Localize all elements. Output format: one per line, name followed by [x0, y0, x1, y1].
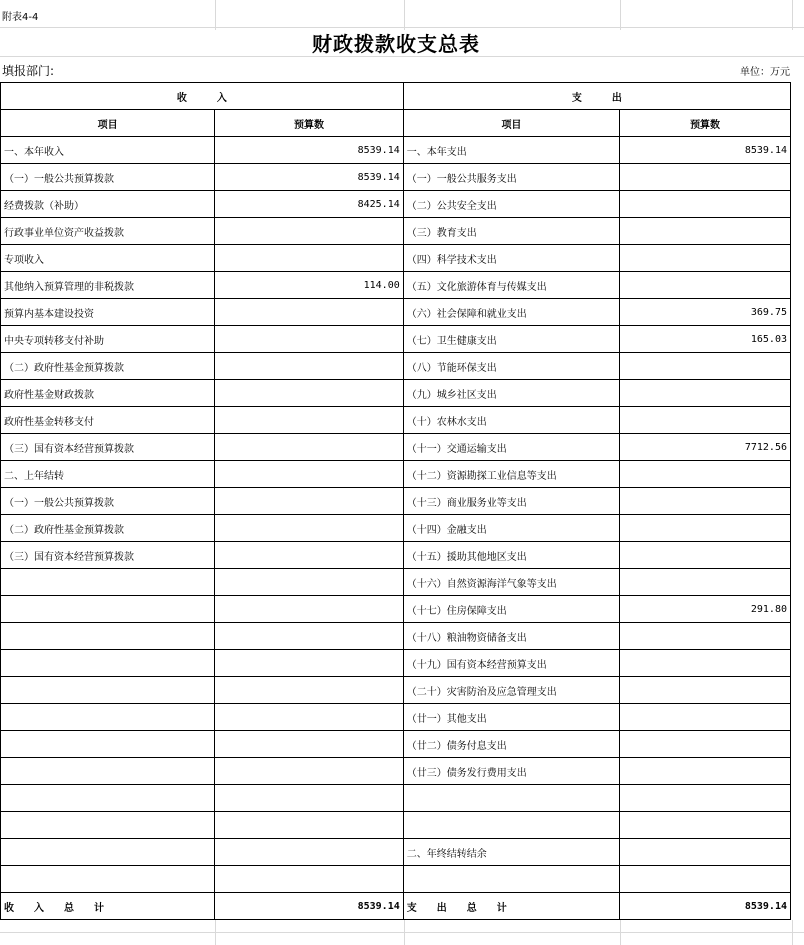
attachment-label: 附表4-4 [2, 12, 39, 23]
income-value-cell [215, 569, 403, 596]
table-row [1, 488, 791, 515]
income-value-cell [215, 380, 403, 407]
grid-line [0, 932, 804, 933]
income-item-cell [1, 731, 215, 758]
income-item-cell: 经费拨款（补助） [1, 191, 215, 218]
expense-value-cell [620, 515, 791, 542]
expense-item-cell: （四）科学技术支出 [403, 245, 619, 272]
expense-total-label: 支 出 总 计 [403, 893, 619, 920]
income-item-cell: 政府性基金转移支付 [1, 407, 215, 434]
expense-item-cell: （二十）灾害防治及应急管理支出 [403, 677, 619, 704]
expense-total-value: 8539.14 [620, 893, 791, 920]
item-column-header: 项目 [1, 110, 215, 137]
income-total-value: 8539.14 [215, 893, 403, 920]
income-header: 收 入 [1, 83, 404, 110]
expense-item-cell: （廿一）其他支出 [403, 704, 619, 731]
income-value-cell [215, 623, 403, 650]
income-value-cell: 8539.14 [215, 137, 403, 164]
column-header-row [1, 110, 791, 137]
expense-item-cell: （十六）自然资源海洋气象等支出 [403, 569, 619, 596]
expense-item-cell: （十七）住房保障支出 [403, 596, 619, 623]
table-row [1, 407, 791, 434]
income-value-cell [215, 731, 403, 758]
income-item-cell: （一）一般公共预算拨款 [1, 164, 215, 191]
expense-value-cell: 8539.14 [620, 137, 791, 164]
income-item-cell [1, 569, 215, 596]
expense-value-cell [620, 353, 791, 380]
table-row [1, 812, 791, 839]
income-value-cell [215, 353, 403, 380]
table-row [1, 191, 791, 218]
income-item-cell: （三）国有资本经营预算拨款 [1, 542, 215, 569]
expense-item-cell: （十二）资源勘探工业信息等支出 [403, 461, 619, 488]
expense-item-cell: （十）农林水支出 [403, 407, 619, 434]
table-row [1, 299, 791, 326]
income-item-cell: 预算内基本建设投资 [1, 299, 215, 326]
income-item-cell [1, 812, 215, 839]
income-item-cell: （二）政府性基金预算拨款 [1, 515, 215, 542]
income-item-cell [1, 650, 215, 677]
expense-item-cell: （九）城乡社区支出 [403, 380, 619, 407]
budget-column-header-right: 预算数 [620, 110, 791, 137]
page-title: 财政拨款收支总表 [312, 32, 480, 56]
expense-value-cell [620, 677, 791, 704]
table-row [1, 650, 791, 677]
income-value-cell [215, 812, 403, 839]
income-value-cell [215, 434, 403, 461]
table-row [1, 623, 791, 650]
item-column-header-right: 项目 [403, 110, 619, 137]
expense-value-cell [620, 623, 791, 650]
grid-line [215, 0, 216, 30]
expense-value-cell [620, 704, 791, 731]
table-row [1, 569, 791, 596]
expense-item-cell: （十四）金融支出 [403, 515, 619, 542]
income-item-cell [1, 704, 215, 731]
expense-value-cell [620, 839, 791, 866]
unit-label: 单位：万元 [740, 67, 790, 78]
income-item-cell: 行政事业单位资产收益拨款 [1, 218, 215, 245]
expense-value-cell [620, 272, 791, 299]
table-row [1, 137, 791, 164]
expense-item-cell: （十五）援助其他地区支出 [403, 542, 619, 569]
table-row [1, 164, 791, 191]
expense-item-cell: （五）文化旅游体育与传媒支出 [403, 272, 619, 299]
income-value-cell [215, 785, 403, 812]
expense-value-cell: 369.75 [620, 299, 791, 326]
expense-item-cell: 二、年终结转结余 [403, 839, 619, 866]
expense-value-cell [620, 731, 791, 758]
income-value-cell [215, 488, 403, 515]
table-row [1, 731, 791, 758]
grid-line [620, 0, 621, 30]
expense-item-cell: （廿二）债务付息支出 [403, 731, 619, 758]
expense-value-cell [620, 461, 791, 488]
income-value-cell [215, 515, 403, 542]
table-row [1, 839, 791, 866]
table-row [1, 785, 791, 812]
income-value-cell [215, 461, 403, 488]
expense-value-cell [620, 866, 791, 893]
expense-item-cell: （六）社会保障和就业支出 [403, 299, 619, 326]
expense-item-cell [403, 866, 619, 893]
income-item-cell [1, 677, 215, 704]
fill-dept-label: 填报部门: [2, 64, 55, 78]
table-row [1, 461, 791, 488]
income-value-cell [215, 839, 403, 866]
table-row [1, 704, 791, 731]
table-row [1, 245, 791, 272]
budget-table [0, 82, 791, 920]
income-value-cell [215, 596, 403, 623]
expense-value-cell [620, 380, 791, 407]
budget-column-header: 预算数 [215, 110, 403, 137]
table-row [1, 218, 791, 245]
income-value-cell [215, 758, 403, 785]
income-value-cell: 114.00 [215, 272, 403, 299]
expense-item-cell: （二）公共安全支出 [403, 191, 619, 218]
income-value-cell [215, 542, 403, 569]
table-row [1, 434, 791, 461]
expense-header: 支 出 [403, 83, 790, 110]
table-row [1, 272, 791, 299]
table-row [1, 380, 791, 407]
income-item-cell [1, 623, 215, 650]
income-item-cell: 二、上年结转 [1, 461, 215, 488]
expense-item-cell: （廿三）债务发行费用支出 [403, 758, 619, 785]
table-row [1, 515, 791, 542]
income-item-cell: （三）国有资本经营预算拨款 [1, 434, 215, 461]
income-value-cell [215, 407, 403, 434]
grid-line [792, 0, 793, 30]
expense-item-cell [403, 785, 619, 812]
expense-value-cell [620, 218, 791, 245]
income-value-cell [215, 650, 403, 677]
expense-value-cell [620, 191, 791, 218]
expense-value-cell: 291.80 [620, 596, 791, 623]
income-value-cell [215, 866, 403, 893]
income-total-label: 收 入 总 计 [1, 893, 215, 920]
expense-item-cell: （十一）交通运输支出 [403, 434, 619, 461]
expense-value-cell [620, 758, 791, 785]
income-value-cell [215, 218, 403, 245]
total-row [1, 893, 791, 920]
expense-value-cell [620, 650, 791, 677]
expense-value-cell: 165.03 [620, 326, 791, 353]
table-row [1, 353, 791, 380]
income-value-cell: 8425.14 [215, 191, 403, 218]
expense-value-cell [620, 407, 791, 434]
expense-item-cell: （七）卫生健康支出 [403, 326, 619, 353]
grid-line [404, 920, 405, 945]
expense-item-cell: （十八）粮油物资储备支出 [403, 623, 619, 650]
income-item-cell: 一、本年收入 [1, 137, 215, 164]
expense-item-cell: （十九）国有资本经营预算支出 [403, 650, 619, 677]
grid-line [404, 0, 405, 30]
expense-value-cell: 7712.56 [620, 434, 791, 461]
expense-value-cell [620, 785, 791, 812]
income-value-cell [215, 299, 403, 326]
table-row [1, 326, 791, 353]
income-item-cell: 中央专项转移支付补助 [1, 326, 215, 353]
income-item-cell [1, 839, 215, 866]
expense-value-cell [620, 569, 791, 596]
expense-item-cell [403, 812, 619, 839]
expense-item-cell: （八）节能环保支出 [403, 353, 619, 380]
income-value-cell [215, 704, 403, 731]
income-item-cell [1, 785, 215, 812]
grid-line [215, 920, 216, 945]
income-value-cell [215, 326, 403, 353]
table-row [1, 596, 791, 623]
income-item-cell: 政府性基金财政拨款 [1, 380, 215, 407]
grid-line [620, 920, 621, 945]
expense-item-cell: （三）教育支出 [403, 218, 619, 245]
income-item-cell [1, 596, 215, 623]
income-item-cell: 其他纳入预算管理的非税拨款 [1, 272, 215, 299]
expense-value-cell [620, 488, 791, 515]
table-row [1, 677, 791, 704]
expense-item-cell: 一、本年支出 [403, 137, 619, 164]
income-value-cell [215, 677, 403, 704]
expense-item-cell: （一）一般公共服务支出 [403, 164, 619, 191]
income-value-cell [215, 245, 403, 272]
income-item-cell: （二）政府性基金预算拨款 [1, 353, 215, 380]
expense-value-cell [620, 245, 791, 272]
table-row [1, 866, 791, 893]
table-row [1, 542, 791, 569]
table-row [1, 758, 791, 785]
income-item-cell [1, 758, 215, 785]
income-value-cell: 8539.14 [215, 164, 403, 191]
income-item-cell: （一）一般公共预算拨款 [1, 488, 215, 515]
expense-value-cell [620, 164, 791, 191]
section-header-row [1, 83, 791, 110]
expense-item-cell: （十三）商业服务业等支出 [403, 488, 619, 515]
income-item-cell [1, 866, 215, 893]
expense-value-cell [620, 542, 791, 569]
grid-line [792, 920, 793, 945]
expense-value-cell [620, 812, 791, 839]
income-item-cell: 专项收入 [1, 245, 215, 272]
